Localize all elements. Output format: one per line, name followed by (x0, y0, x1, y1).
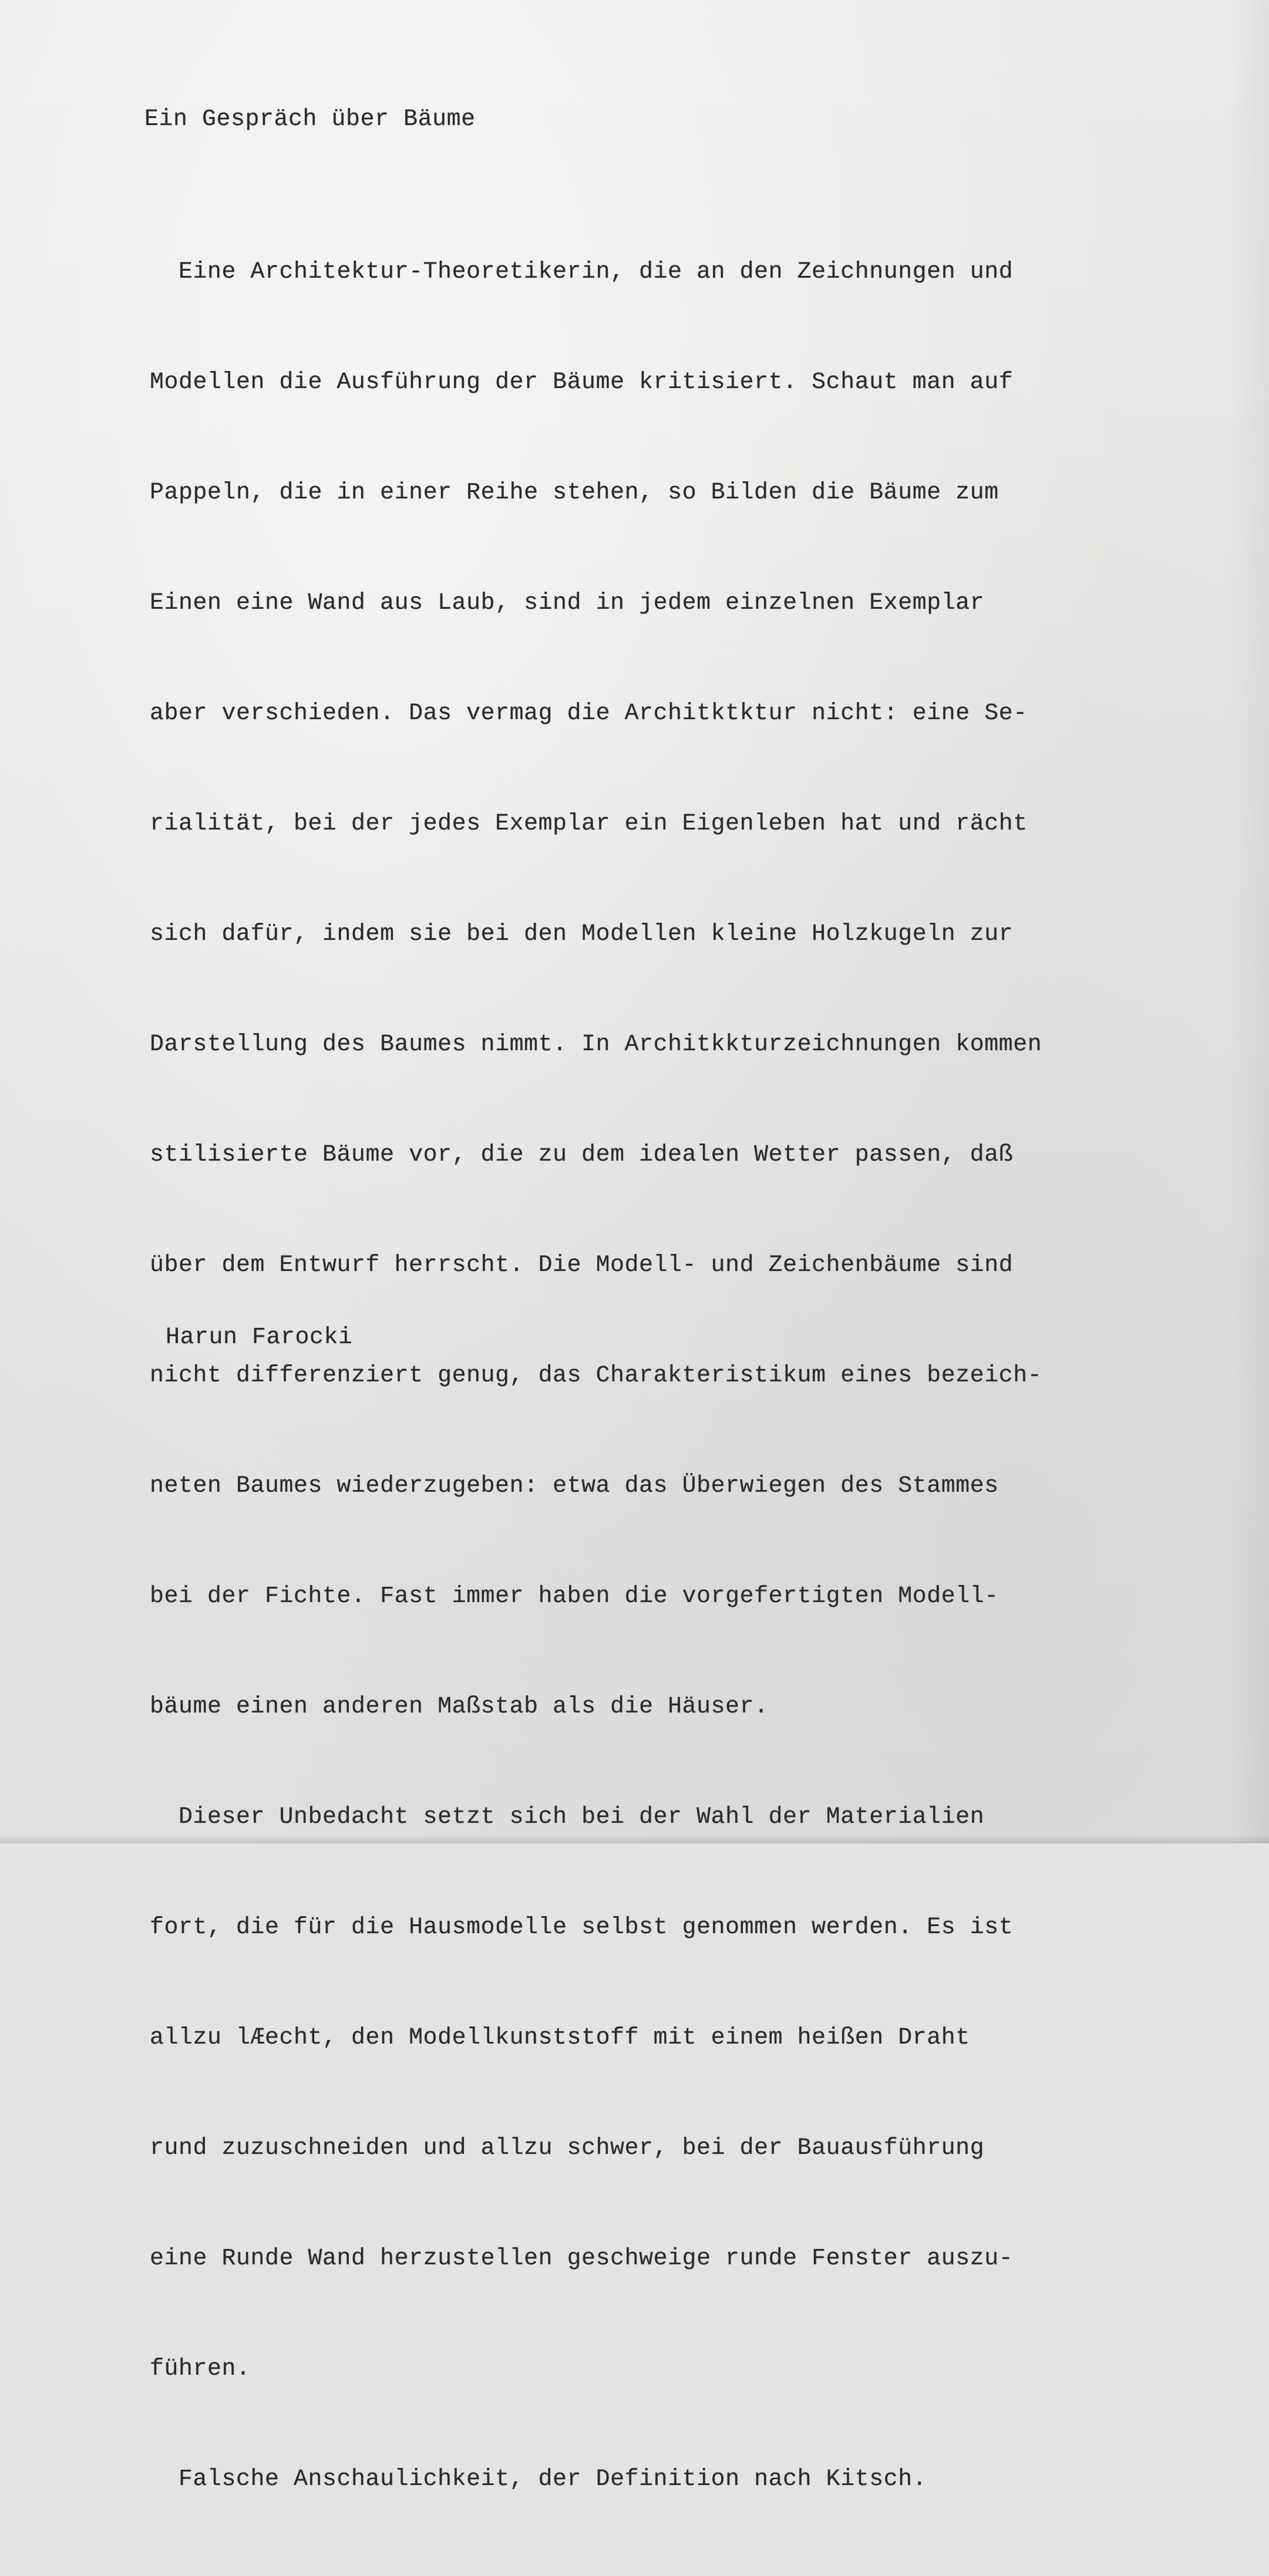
text-line: führen. (150, 2356, 251, 2382)
text-line: neten Baumes wiederzugeben: etwa das Überwiegen des Stammes (150, 1473, 999, 1499)
paper-edge-shadow (1228, 0, 1269, 1843)
text-line: nicht differenziert genug, das Charakteristikum eines bezeich- (150, 1363, 1042, 1389)
text-line: allzu lÆecht, den Modellkunststoff mit einem heißen Draht (150, 2025, 970, 2051)
document-title: Ein Gespräch über Bäume (144, 106, 476, 133)
text-line: rund zuzuschneiden und allzu schwer, bei der Bauausführung (150, 2135, 985, 2162)
text-line: fort, die für die Hausmodelle selbst genommen werden. Es ist (150, 1914, 1014, 1941)
text-line: Darstellung des Baumes nimmt. In Architkkturzeichnungen kommen (150, 1031, 1042, 1058)
text-line: sich dafür, indem sie bei den Modellen kleine Holzkugeln zur (150, 921, 1014, 948)
text-line: eine Runde Wand herzustellen geschweige runde Fenster auszu- (150, 2245, 1014, 2272)
text-line: Modellen die Ausführung der Bäume kritisiert. Schaut man auf (150, 369, 1014, 396)
text-line: rialität, bei der jedes Exemplar ein Eigenleben hat und rächt (150, 811, 1028, 837)
text-line: bäume einen anderen Maßstab als die Häuser. (150, 1694, 769, 1720)
text-line: Einen eine Wand aus Laub, sind in jedem einzelnen Exemplar (150, 590, 985, 616)
document-body (150, 202, 1042, 2576)
text-line: Falsche Anschaulichkeit, der Definition nach Kitsch. (150, 2466, 927, 2493)
text-line: aber verschieden. Das vermag die Architktktur nicht: eine Se- (150, 700, 1028, 727)
text-line: bei der Fichte. Fast immer haben die vorgefertigten Modell- (150, 1583, 999, 1610)
text-line: Pappeln, die in einer Reihe stehen, so Bilden die Bäume zum (150, 480, 999, 506)
author-signature: Harun Farocki (166, 1324, 353, 1351)
text-line: Eine Architektur-Theoretikerin, die an den Zeichnungen und (150, 259, 1014, 285)
text-line: Dieser Unbedacht setzt sich bei der Wahl der Materialien (150, 1804, 985, 1830)
text-line: stilisierte Bäume vor, die zu dem idealen Wetter passen, daß (150, 1142, 1014, 1168)
text-line: über dem Entwurf herrscht. Die Modell- und Zeichenbäume sind (150, 1252, 1014, 1279)
